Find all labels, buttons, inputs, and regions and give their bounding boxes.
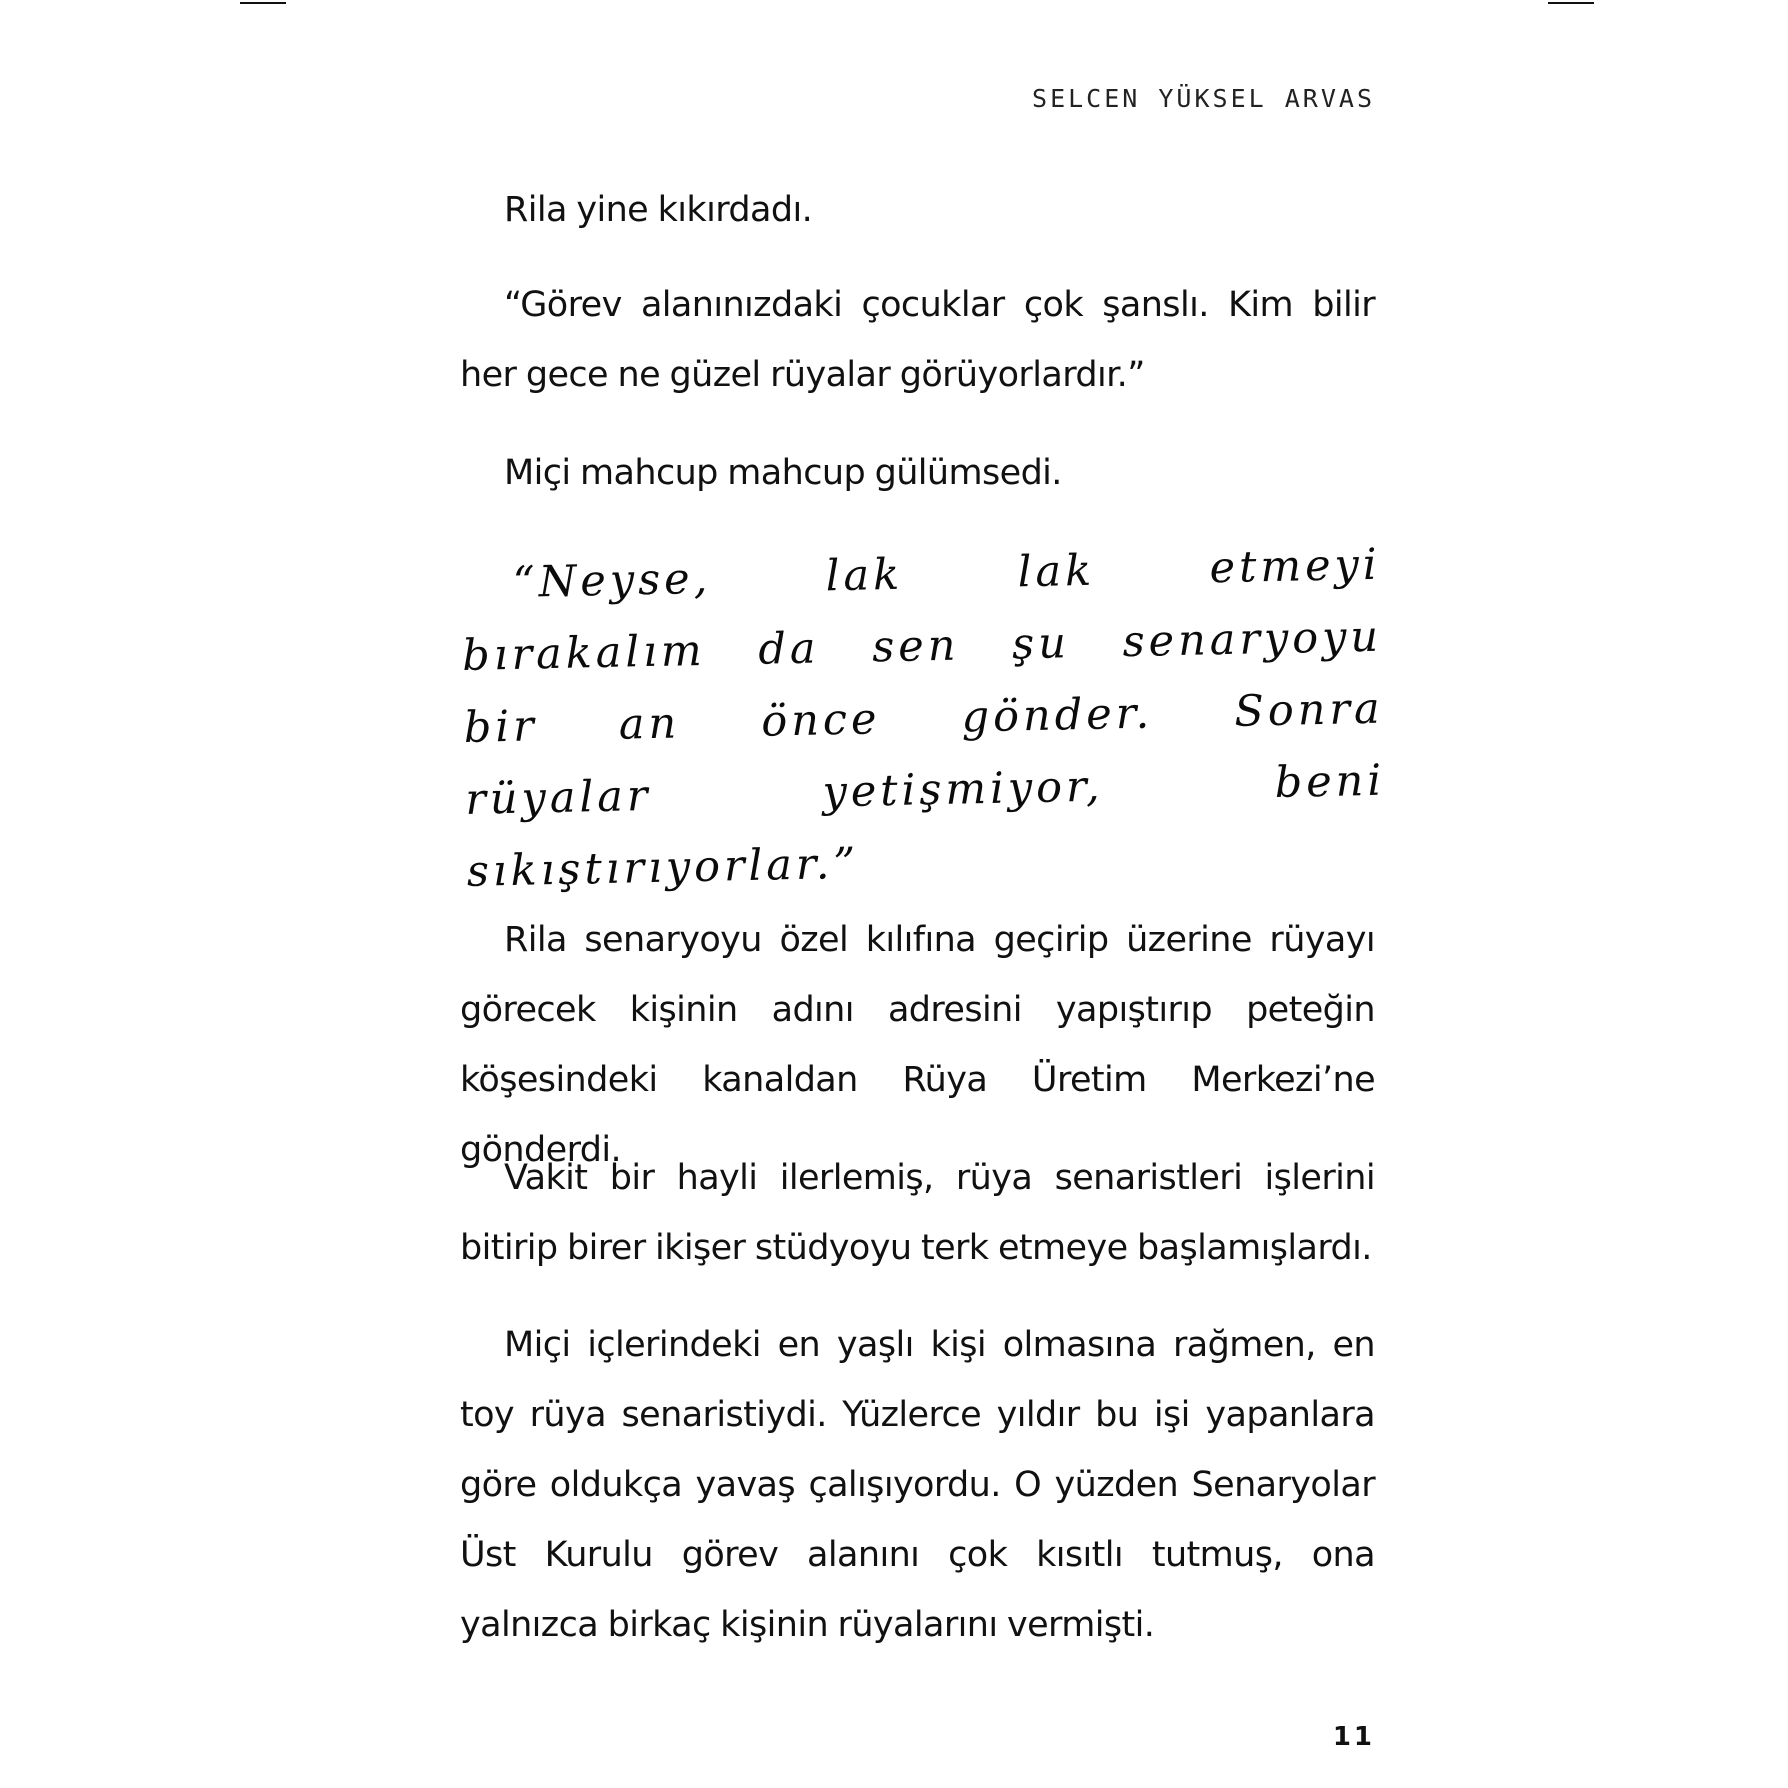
paragraph: Rila senaryoyu özel kılıfına geçirip üzerine rüyayı görecek kişinin adını adresini yapıştırıp peteğin köşesindeki kanaldan Rüya Üretim Merkezi’ne gönderdi. [460, 920, 1375, 1170]
crop-mark-right [1548, 2, 1594, 4]
running-header-author: SELCEN YÜKSEL ARVAS [1032, 84, 1375, 113]
crop-mark-left [240, 2, 286, 4]
page-number: 11 [1332, 1722, 1375, 1752]
paragraph: Vakit bir hayli ilerlemiş, rüya senaristleri işlerini bitirip birer ikişer stüdyoyu terk etmeye başlamışlardı. [460, 1158, 1375, 1268]
paragraph: Miçi mahcup mahcup gülümsedi. [504, 453, 1062, 493]
paragraph: Miçi içlerindeki en yaşlı kişi olmasına rağmen, en toy rüya senaristiydi. Yüzlerce yıldır bu işi yapanlara göre oldukça yavaş çalışıyordu. O yüzden Senaryolar Üst Kurulu görev alanını çok kısıtlı tutmuş, ona yalnızca birkaç kişinin rüyalarını vermişti. [460, 1325, 1375, 1645]
handwritten-quote: “Neyse, lak lak etmeyi bırakalım da sen şu senaryoyu bir an önce gönder. Sonra rüyalar yetişmiyor, beni sıkıştırıyorlar.” [461, 539, 1386, 897]
paragraph: “Görev alanınızdaki çocuklar çok şanslı. Kim bilir her gece ne güzel rüyalar görüyorlardır.” [460, 285, 1375, 395]
paragraph: Rila yine kıkırdadı. [504, 190, 813, 230]
